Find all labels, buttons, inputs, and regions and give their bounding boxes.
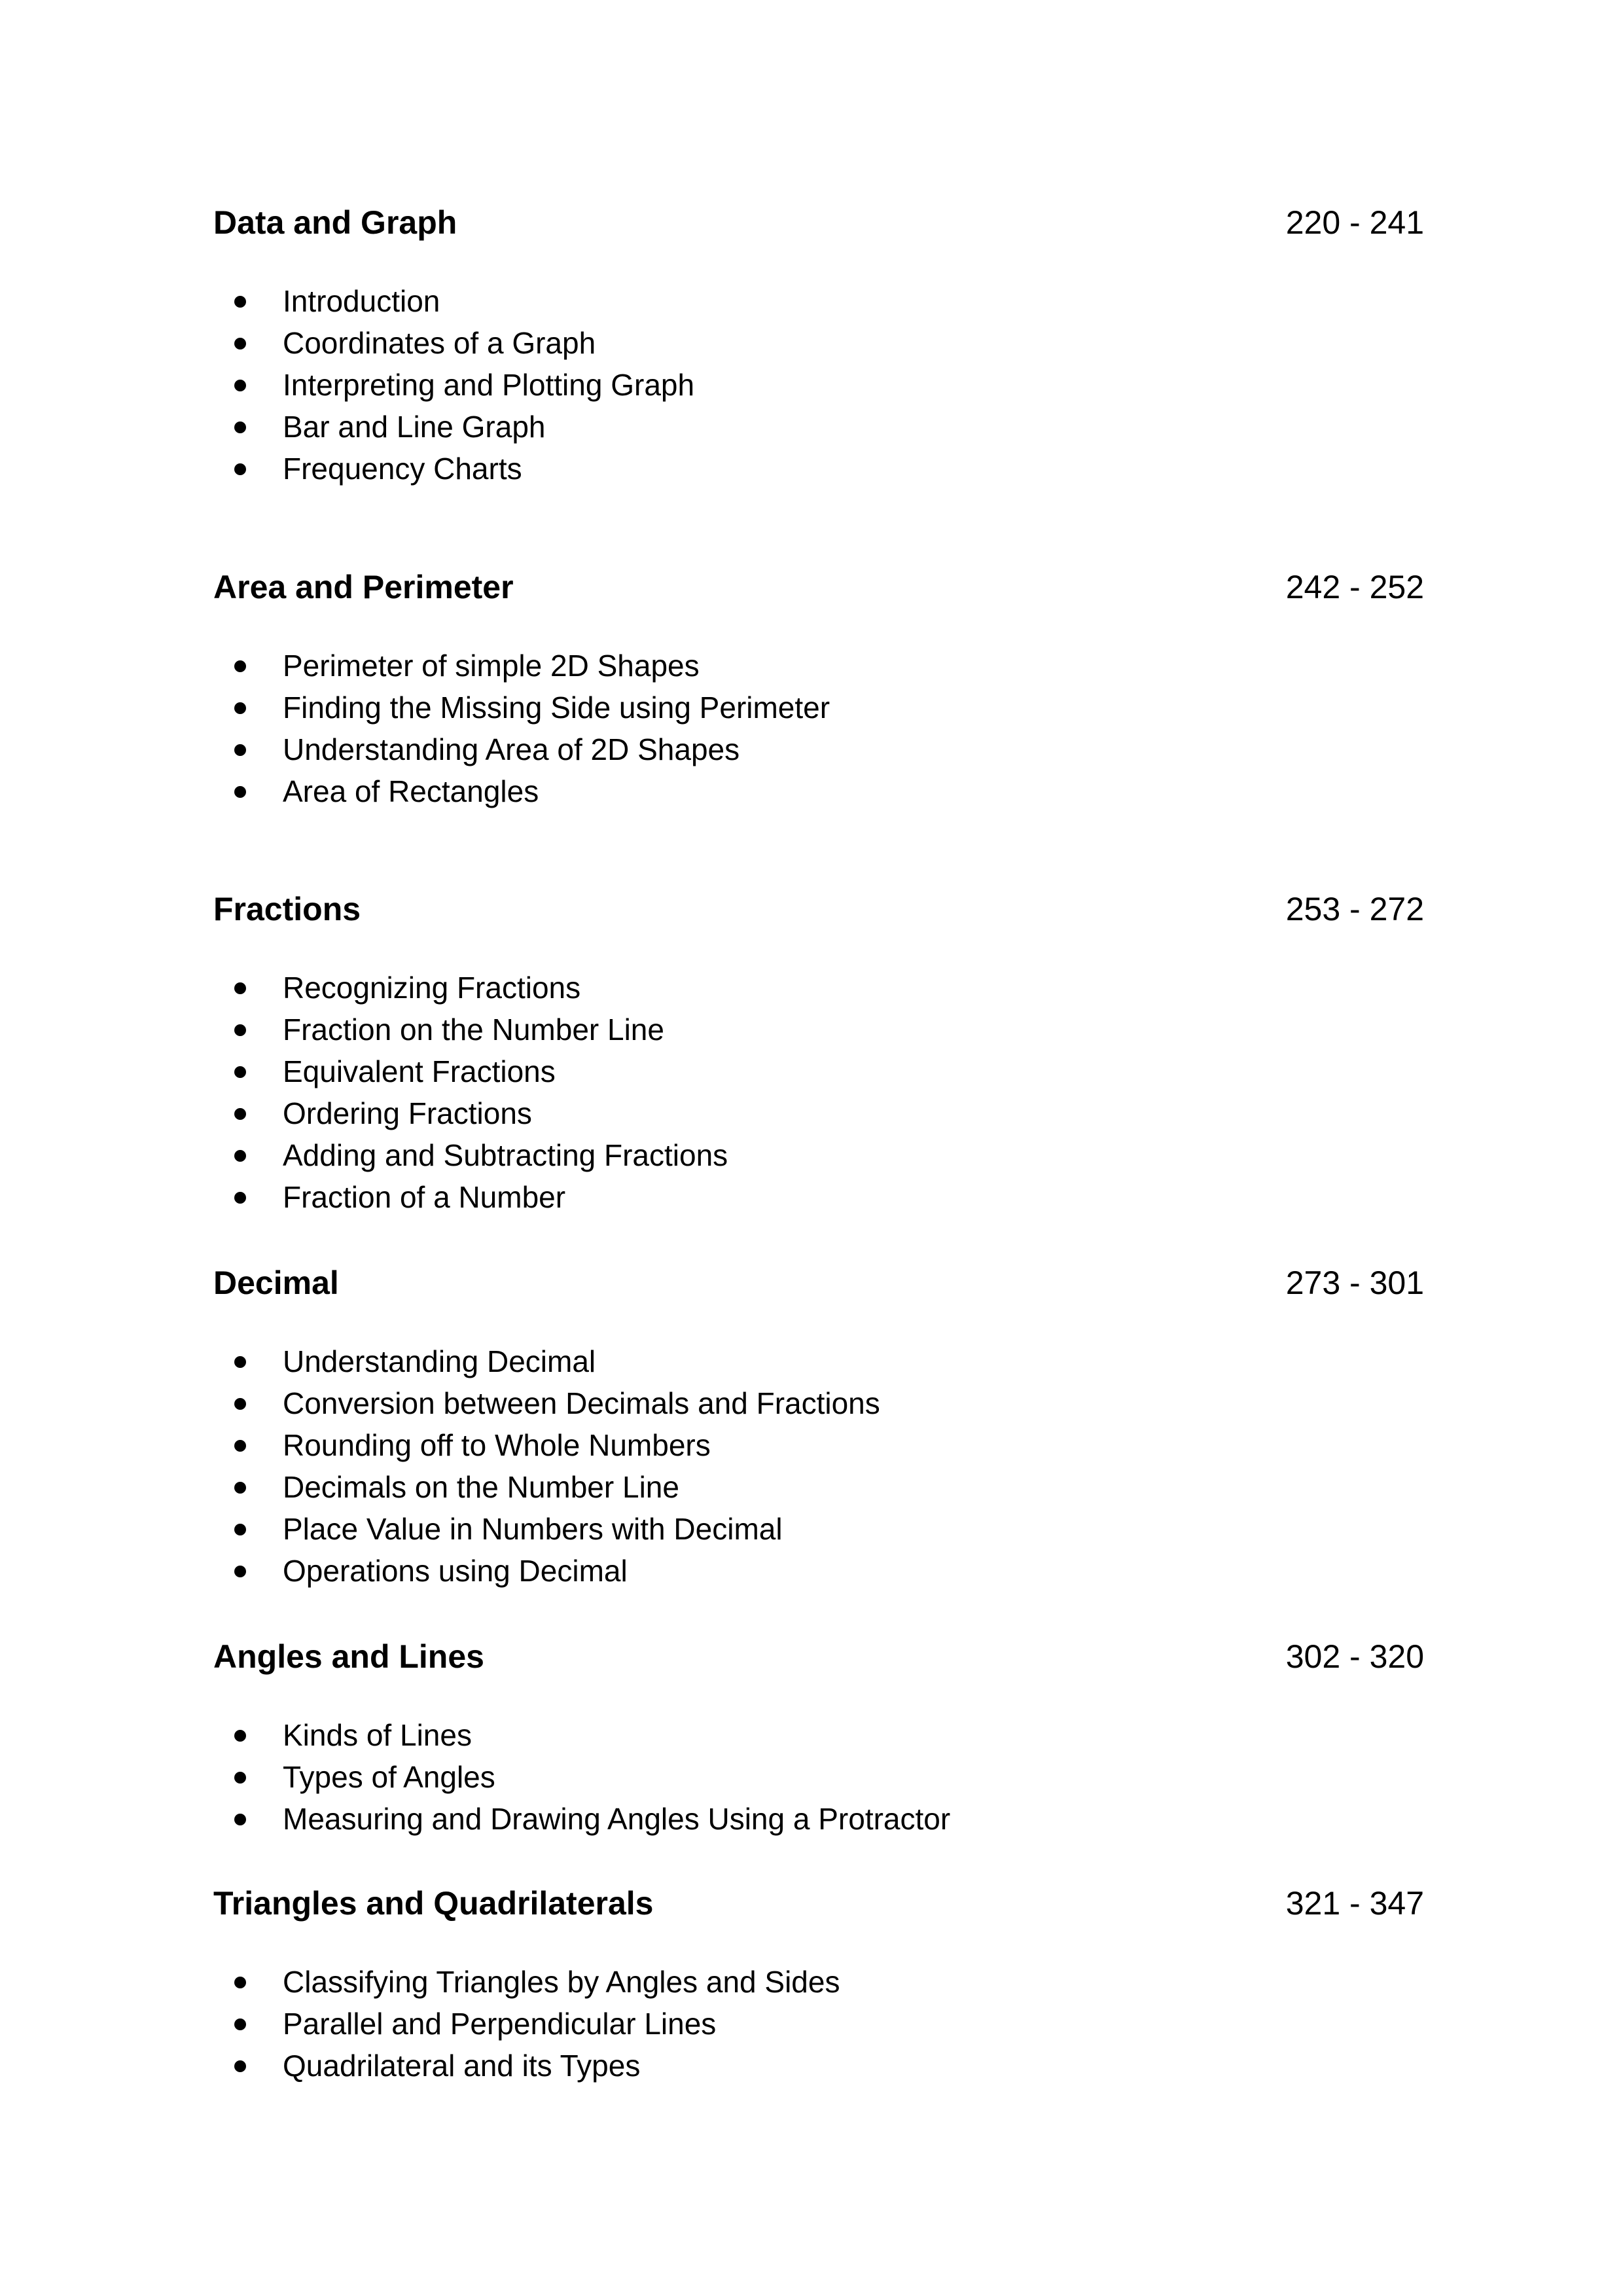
bullet-icon <box>234 1108 246 1120</box>
bullet-icon <box>234 1440 246 1452</box>
topic-label: Coordinates of a Graph <box>283 326 596 360</box>
topic-label: Perimeter of simple 2D Shapes <box>283 649 700 683</box>
topic-label: Understanding Area of 2D Shapes <box>283 732 740 766</box>
topic-label: Parallel and Perpendicular Lines <box>283 2007 717 2041</box>
toc-section-decimal <box>213 1262 1424 1588</box>
bullet-icon <box>234 744 246 756</box>
topic-label: Fraction of a Number <box>283 1180 566 1214</box>
toc-section-fractions <box>213 888 1424 1214</box>
bullet-icon <box>234 1356 246 1368</box>
bullet-icon <box>234 1024 246 1036</box>
bullet-icon <box>234 380 246 391</box>
topic-label: Understanding Decimal <box>283 1344 596 1378</box>
topic-label: Interpreting and Plotting Graph <box>283 368 695 402</box>
bullet-icon <box>234 982 246 994</box>
topic-label: Ordering Fractions <box>283 1096 532 1130</box>
bullet-icon <box>234 1524 246 1535</box>
bullet-icon <box>234 660 246 672</box>
topic-label: Recognizing Fractions <box>283 971 581 1005</box>
topic-label: Classifying Triangles by Angles and Sides <box>283 1965 840 1999</box>
topic-label: Adding and Subtracting Fractions <box>283 1138 728 1172</box>
section-page-range: 302 - 320 <box>1285 1638 1424 1675</box>
section-header <box>213 202 1424 243</box>
bullet-icon <box>234 1066 246 1078</box>
topic-label: Types of Angles <box>283 1760 495 1794</box>
bullet-icon <box>234 1814 246 1825</box>
toc-section-data-and-graph <box>213 202 1424 486</box>
topic-label: Introduction <box>283 284 440 318</box>
topic-label: Bar and Line Graph <box>283 410 546 444</box>
section-title: Angles and Lines <box>213 1638 484 1675</box>
topic-label: Kinds of Lines <box>283 1718 472 1752</box>
section-page-range: 242 - 252 <box>1285 569 1424 605</box>
topic-label: Area of Rectangles <box>283 774 539 808</box>
bullet-icon <box>234 296 246 308</box>
bullet-icon <box>234 1730 246 1742</box>
section-title: Data and Graph <box>213 204 457 241</box>
section-title: Fractions <box>213 891 361 927</box>
bullet-icon <box>234 463 246 475</box>
section-page-range: 253 - 272 <box>1285 891 1424 927</box>
bullet-icon <box>234 1566 246 1577</box>
toc-section-angles-and-lines <box>213 1636 1424 1836</box>
section-title: Decimal <box>213 1265 339 1301</box>
topic-label: Fraction on the Number Line <box>283 1013 664 1047</box>
bullet-icon <box>234 2060 246 2072</box>
bullet-icon <box>234 1482 246 1494</box>
toc-section-area-and-perimeter <box>213 566 1424 808</box>
section-header <box>213 566 1424 608</box>
topic-label: Rounding off to Whole Numbers <box>283 1428 711 1462</box>
section-title: Area and Perimeter <box>213 569 514 605</box>
bullet-icon <box>234 1398 246 1410</box>
topic-label: Operations using Decimal <box>283 1554 628 1588</box>
topic-label: Finding the Missing Side using Perimeter <box>283 691 830 725</box>
section-header <box>213 1636 1424 1677</box>
topic-label: Place Value in Numbers with Decimal <box>283 1512 783 1546</box>
bullet-icon <box>234 1977 246 1988</box>
section-page-range: 220 - 241 <box>1285 204 1424 241</box>
section-page-range: 321 - 347 <box>1285 1885 1424 1922</box>
section-title: Triangles and Quadrilaterals <box>213 1885 654 1922</box>
bullet-icon <box>234 1192 246 1204</box>
bullet-icon <box>234 2018 246 2030</box>
topic-label: Conversion between Decimals and Fractions <box>283 1386 880 1420</box>
bullet-icon <box>234 338 246 350</box>
topic-label: Frequency Charts <box>283 452 522 486</box>
topic-label: Equivalent Fractions <box>283 1054 556 1088</box>
topic-label: Decimals on the Number Line <box>283 1470 679 1504</box>
bullet-icon <box>234 786 246 798</box>
bullet-icon <box>234 422 246 433</box>
topic-label: Quadrilateral and its Types <box>283 2049 641 2083</box>
section-header <box>213 1262 1424 1304</box>
section-header <box>213 888 1424 930</box>
bullet-icon <box>234 1150 246 1162</box>
bullet-icon <box>234 1772 246 1784</box>
toc-section-triangles-and-quadrilaterals <box>213 1882 1424 2083</box>
topic-label: Measuring and Drawing Angles Using a Protractor <box>283 1802 951 1836</box>
section-page-range: 273 - 301 <box>1285 1265 1424 1301</box>
bullet-icon <box>234 702 246 714</box>
section-header <box>213 1882 1424 1924</box>
